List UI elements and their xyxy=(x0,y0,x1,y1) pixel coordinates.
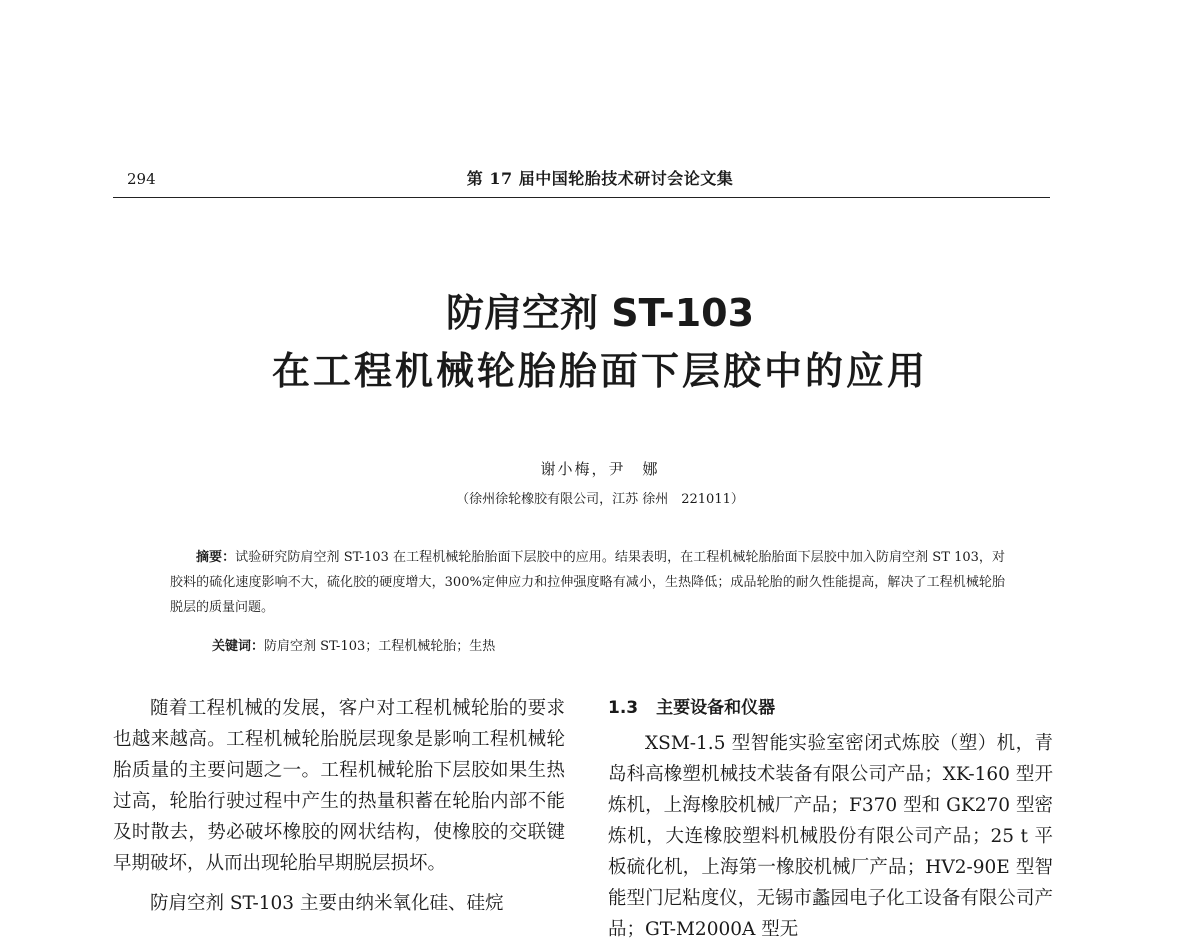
keywords-label: 关键词： xyxy=(212,639,265,654)
left-column xyxy=(113,693,565,919)
right-column xyxy=(608,693,1053,945)
body-paragraph-1: 随着工程机械的发展，客户对工程机械轮胎的要求也越来越高。工程机械轮胎脱层现象是影响工程机械轮胎质量的主要问题之一。工程机械轮胎下层胶如果生热过高，轮胎行驶过程中产生的热量积蓄在轮胎内部不能及时散去，势必破坏橡胶的网状结构，使橡胶的交联键早期破坏，从而出现轮胎早期脱层损坏。 xyxy=(113,698,565,874)
header-rule xyxy=(113,197,1050,198)
keywords-text: 防肩空剂 ST-103；工程机械轮胎；生热 xyxy=(264,639,496,654)
title-line-1: 防肩空剂 ST-103 xyxy=(445,291,755,335)
section-number: 1.3 xyxy=(608,698,639,718)
abstract-paragraph xyxy=(170,545,1005,620)
abstract-label: 摘要： xyxy=(196,550,236,565)
page-number: 294 xyxy=(127,170,156,188)
section-heading xyxy=(608,693,1053,724)
title-line-2: 在工程机械轮胎胎面下层胶中的应用 xyxy=(271,349,928,393)
abstract-text: 试验研究防肩空剂 ST-103 在工程机械轮胎胎面下层胶中的应用。结果表明，在工程机械轮胎胎面下层胶中加入防肩空剂 ST 103，对胶料的硫化速度影响不大，硫化胶的硬度增大，300%定伸应力和拉伸强度略有减小，生热降低；成品轮胎的耐久性能提高，解决了工程机械轮胎脱层的质量问题。 xyxy=(170,550,1005,615)
affiliation: （徐州徐轮橡胶有限公司，江苏 徐州 221011） xyxy=(456,492,744,507)
section-title: 主要设备和仪器 xyxy=(656,698,776,718)
equipment-paragraph: XSM-1.5 型智能实验室密闭式炼胶（塑）机，青岛科高橡塑机械技术装备有限公司产品；XK-160 型开炼机，上海橡胶机械厂产品；F370 型和 GK270 型密炼机，大连橡胶塑料机械股份有限公司产品；25 t 平板硫化机，上海第一橡胶机械厂产品；HV2-90E 型智能型门尼粘度仪，无锡市蠡园电子化工设备有限公司产品；GT-M2000A 型无 xyxy=(608,733,1053,940)
abstract xyxy=(170,545,1005,620)
running-header: 第 17 届中国轮胎技术研讨会论文集 xyxy=(466,169,734,188)
body-paragraph-2: 防肩空剂 ST-103 主要由纳米氧化硅、硅烷 xyxy=(150,893,504,914)
keywords xyxy=(212,635,495,654)
authors: 谢小梅，尹 娜 xyxy=(540,460,660,478)
